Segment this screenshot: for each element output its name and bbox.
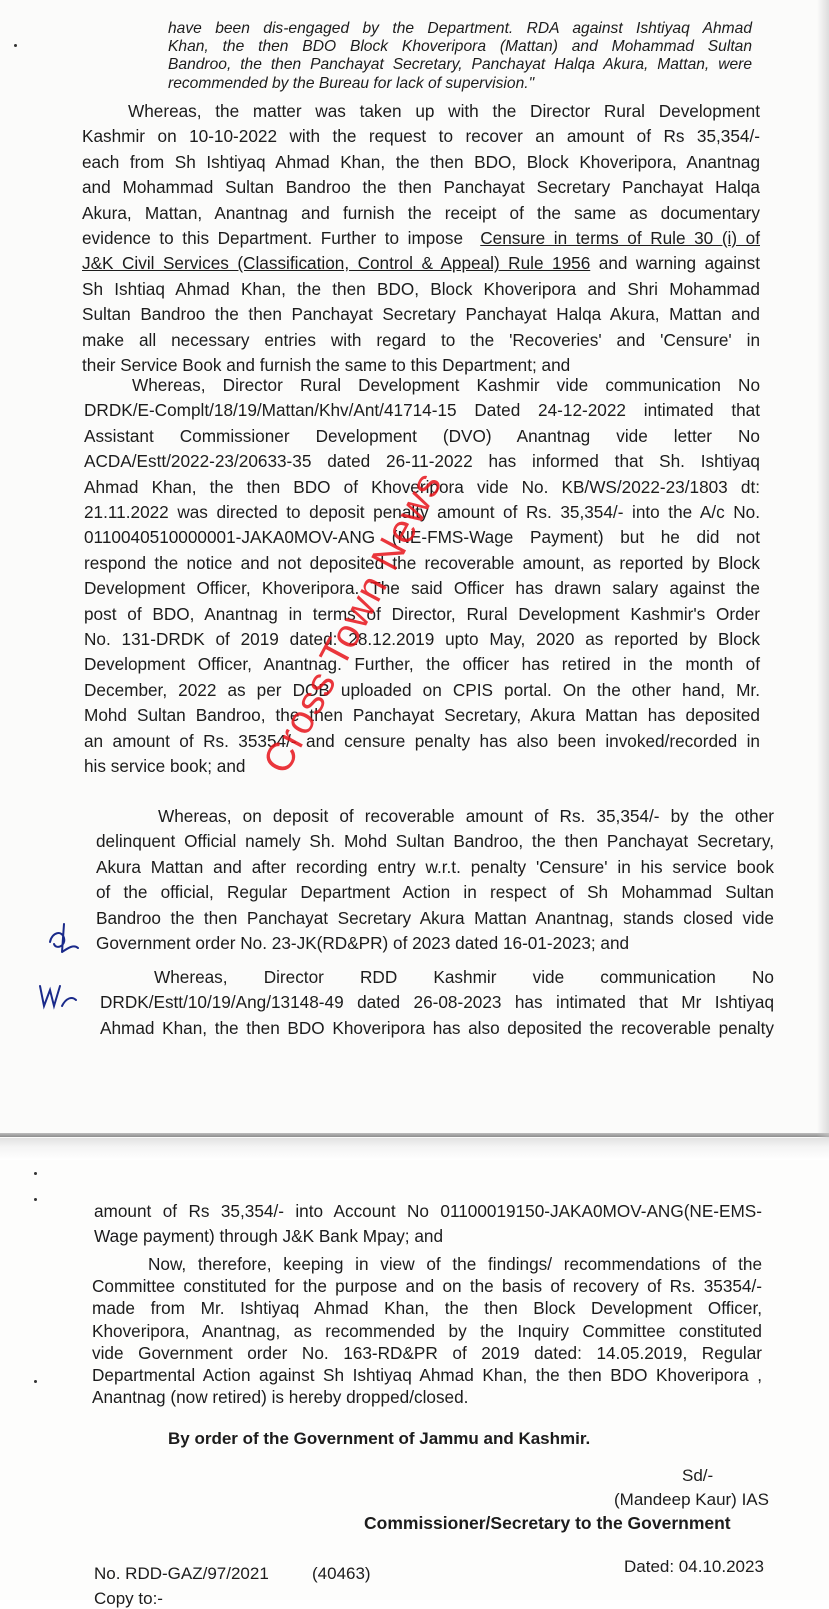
handwritten-initial-mark <box>44 918 84 958</box>
text-line: Whereas, Director RDD Kashmir vide communication No <box>154 967 774 987</box>
text-line: December, 2022 as per DOB uploaded on CPIS portal. On the other hand, Mr. <box>84 679 760 700</box>
underlined-text: Censure in terms of Rule 30 (i) of <box>480 228 760 249</box>
copy-to-heading: Copy to:- <box>94 1589 163 1608</box>
text-line: vide Government order No. 163-RD&PR of 2019 dated: 14.05.2019, Regular <box>92 1342 762 1363</box>
text-fragment: and warning against <box>598 253 760 274</box>
text-line: Development Officer, Khoveripora. The said Officer has drawn salary against the <box>84 578 760 599</box>
text-line: made from Mr. Ishtiyaq Ahmad Khan, the then Block Development Officer, <box>92 1298 762 1319</box>
text-line: of the official, Regular Department Action in respect of Sh Mohammad Sultan <box>96 882 774 903</box>
paragraph-2 <box>84 373 760 780</box>
page-gap <box>0 1138 829 1160</box>
text-line: DRDK/Estt/10/19/Ang/13148-49 dated 26-08-2023 has intimated that Mr Ishtiyaq <box>100 992 774 1013</box>
page-edge <box>0 1133 829 1137</box>
text-line: amount of Rs 35,354/- into Account No 01100019150-JAKA0MOV-ANG(NE-EMS- <box>94 1201 762 1221</box>
text-line: Whereas, the matter was taken up with the Director Rural Development <box>128 101 760 121</box>
order-date: Dated: 04.10.2023 <box>624 1557 764 1576</box>
text-line: Now, therefore, keeping in view of the findings/ recommendations of the <box>148 1254 762 1274</box>
text-line: recommended by the Bureau for lack of supervision." <box>168 74 535 92</box>
text-line: their Service Book and furnish the same to this Department; and <box>82 355 571 376</box>
text-line: have been dis-engaged by the Department. RDA against Ishtiyaq Ahmad <box>168 20 752 37</box>
text-line: Sultan Bandroo the then Panchayat Secretary Panchayat Halqa Akura, Mattan and <box>82 304 760 325</box>
text-line: 21.11.2022 was directed to deposit penalty amount of Rs. 35,354/- into the A/c No. <box>84 502 760 523</box>
text-line: No. 131-DRDK of 2019 dated: 28.12.2019 upto May, 2020 as reported by Block <box>84 629 760 650</box>
text-fragment: evidence to this Department. Further to impose <box>82 228 464 249</box>
text-line: Whereas, on deposit of recoverable amount of Rs. 35,354/- by the other <box>158 806 774 826</box>
text-line: Khoveripora, Anantnag, as recommended by the Inquiry Committee constituted <box>92 1320 762 1341</box>
paragraph-1 <box>82 99 760 378</box>
text-line: Ahmad Khan, the then BDO Khoveripora has also deposited the recoverable penalty <box>100 1017 774 1038</box>
text-line: Development Officer, Anantnag. Further, the officer has retired in the month of <box>84 654 760 675</box>
text-line <box>82 251 760 276</box>
paragraph-5 <box>94 1199 762 1250</box>
text-line: Anantnag (now retired) is hereby dropped/closed. <box>92 1387 469 1408</box>
text-line: Ahmad Khan, the then BDO of Khoveripora vide No. KB/WS/2022-23/1803 dt: <box>84 476 760 497</box>
text-line: Wage payment) through J&K Bank Mpay; and <box>94 1226 444 1247</box>
paragraph-4 <box>100 965 774 1041</box>
text-line: delinquent Official namely Sh. Mohd Sultan Bandroo, the then Panchayat Secretary, <box>96 831 774 852</box>
text-line: Committee constituted for the purpose and on the basis of recovery of Rs. 35354/- <box>92 1276 762 1297</box>
text-line <box>82 226 760 251</box>
text-line: Bandroo the then Panchayat Secretary Akura Mattan Anantnag, stands closed vide <box>96 907 774 928</box>
margin-dot <box>34 1380 37 1383</box>
margin-dot <box>14 44 17 47</box>
text-line: post of BDO, Anantnag in terms of Director, Rural Development Kashmir's Order <box>84 603 760 624</box>
signatory-name: (Mandeep Kaur) IAS <box>614 1490 769 1509</box>
text-line: respond the notice and not deposited the recoverable amount, as reported by Block <box>84 552 760 573</box>
margin-dot <box>34 1198 37 1201</box>
text-line: Mohd Sultan Bandroo, the then Panchayat Secretary, Akura Mattan has deposited <box>84 705 760 726</box>
text-line: Whereas, Director Rural Development Kashmir vide communication No <box>132 375 760 395</box>
text-line: and Mohammad Sultan Bandroo the then Panchayat Secretary Panchayat Halqa <box>82 177 760 198</box>
margin-dot <box>34 1172 37 1175</box>
text-line: ACDA/Estt/2022-23/20633-35 dated 26-11-2022 has informed that Sh. Ishtiyaq <box>84 451 760 472</box>
watermark-text: Cross Town News <box>255 464 451 781</box>
text-line: DRDK/E-Complt/18/19/Mattan/Khv/Ant/41714-15 Dated 24-12-2022 intimated that <box>84 400 760 421</box>
order-statement: By order of the Government of Jammu and Kashmir. <box>168 1429 591 1448</box>
order-number: No. RDD-GAZ/97/2021 <box>94 1564 269 1583</box>
text-line: Khan, the then BDO Block Khoveripora (Mattan) and Mohammad Sultan <box>168 38 752 56</box>
text-line: each from Sh Ishtiyaq Ahmad Khan, the then BDO, Block Khoveripora, Anantnag <box>82 151 760 172</box>
text-line: Akura Mattan and after recording entry w.r.t. penalty 'Censure' in his service book <box>96 856 774 877</box>
text-line: 0110040510000001-JAKA0MOV-ANG (NE-FMS-Wage Payment) but he did not <box>84 527 760 548</box>
paragraph-3 <box>96 804 774 956</box>
text-line: Sh Ishtiaq Ahmad Khan, the then BDO, Block Khoveripora and Shri Mohammad <box>82 278 760 299</box>
text-line: Akura, Mattan, Anantnag and furnish the receipt of the same as documentary <box>82 202 760 223</box>
text-line: Bandroo, the then Panchayat Secretary, Panchayat Halqa Akura, Mattan, were <box>168 56 752 74</box>
handwritten-initial-mark <box>36 976 80 1016</box>
text-line: Departmental Action against Sh Ishtiyaq Ahmad Khan, the then BDO Khoveripora , <box>92 1365 762 1386</box>
text-line: an amount of Rs. 35354/- and censure penalty has also been invoked/recorded in <box>84 730 760 751</box>
text-line: his service book; and <box>84 756 246 777</box>
page-shadow <box>817 0 829 1138</box>
text-line: Government order No. 23-JK(RD&PR) of 2023 dated 16-01-2023; and <box>96 933 630 954</box>
text-line: Assistant Commissioner Development (DVO) Anantnag vide letter No <box>84 425 760 446</box>
paragraph-6 <box>92 1253 762 1408</box>
reference-code: (40463) <box>312 1564 371 1583</box>
quoted-recommendation <box>168 20 752 93</box>
text-line: Kashmir on 10-10-2022 with the request to recover an amount of Rs 35,354/- <box>82 126 760 147</box>
underlined-text: J&K Civil Services (Classification, Control & Appeal) Rule 1956 <box>82 253 591 274</box>
signature-sd: Sd/- <box>682 1466 714 1485</box>
signatory-designation: Commissioner/Secretary to the Government <box>364 1513 731 1533</box>
text-line: make all necessary entries with regard to the 'Recoveries' and 'Censure' in <box>82 329 760 350</box>
